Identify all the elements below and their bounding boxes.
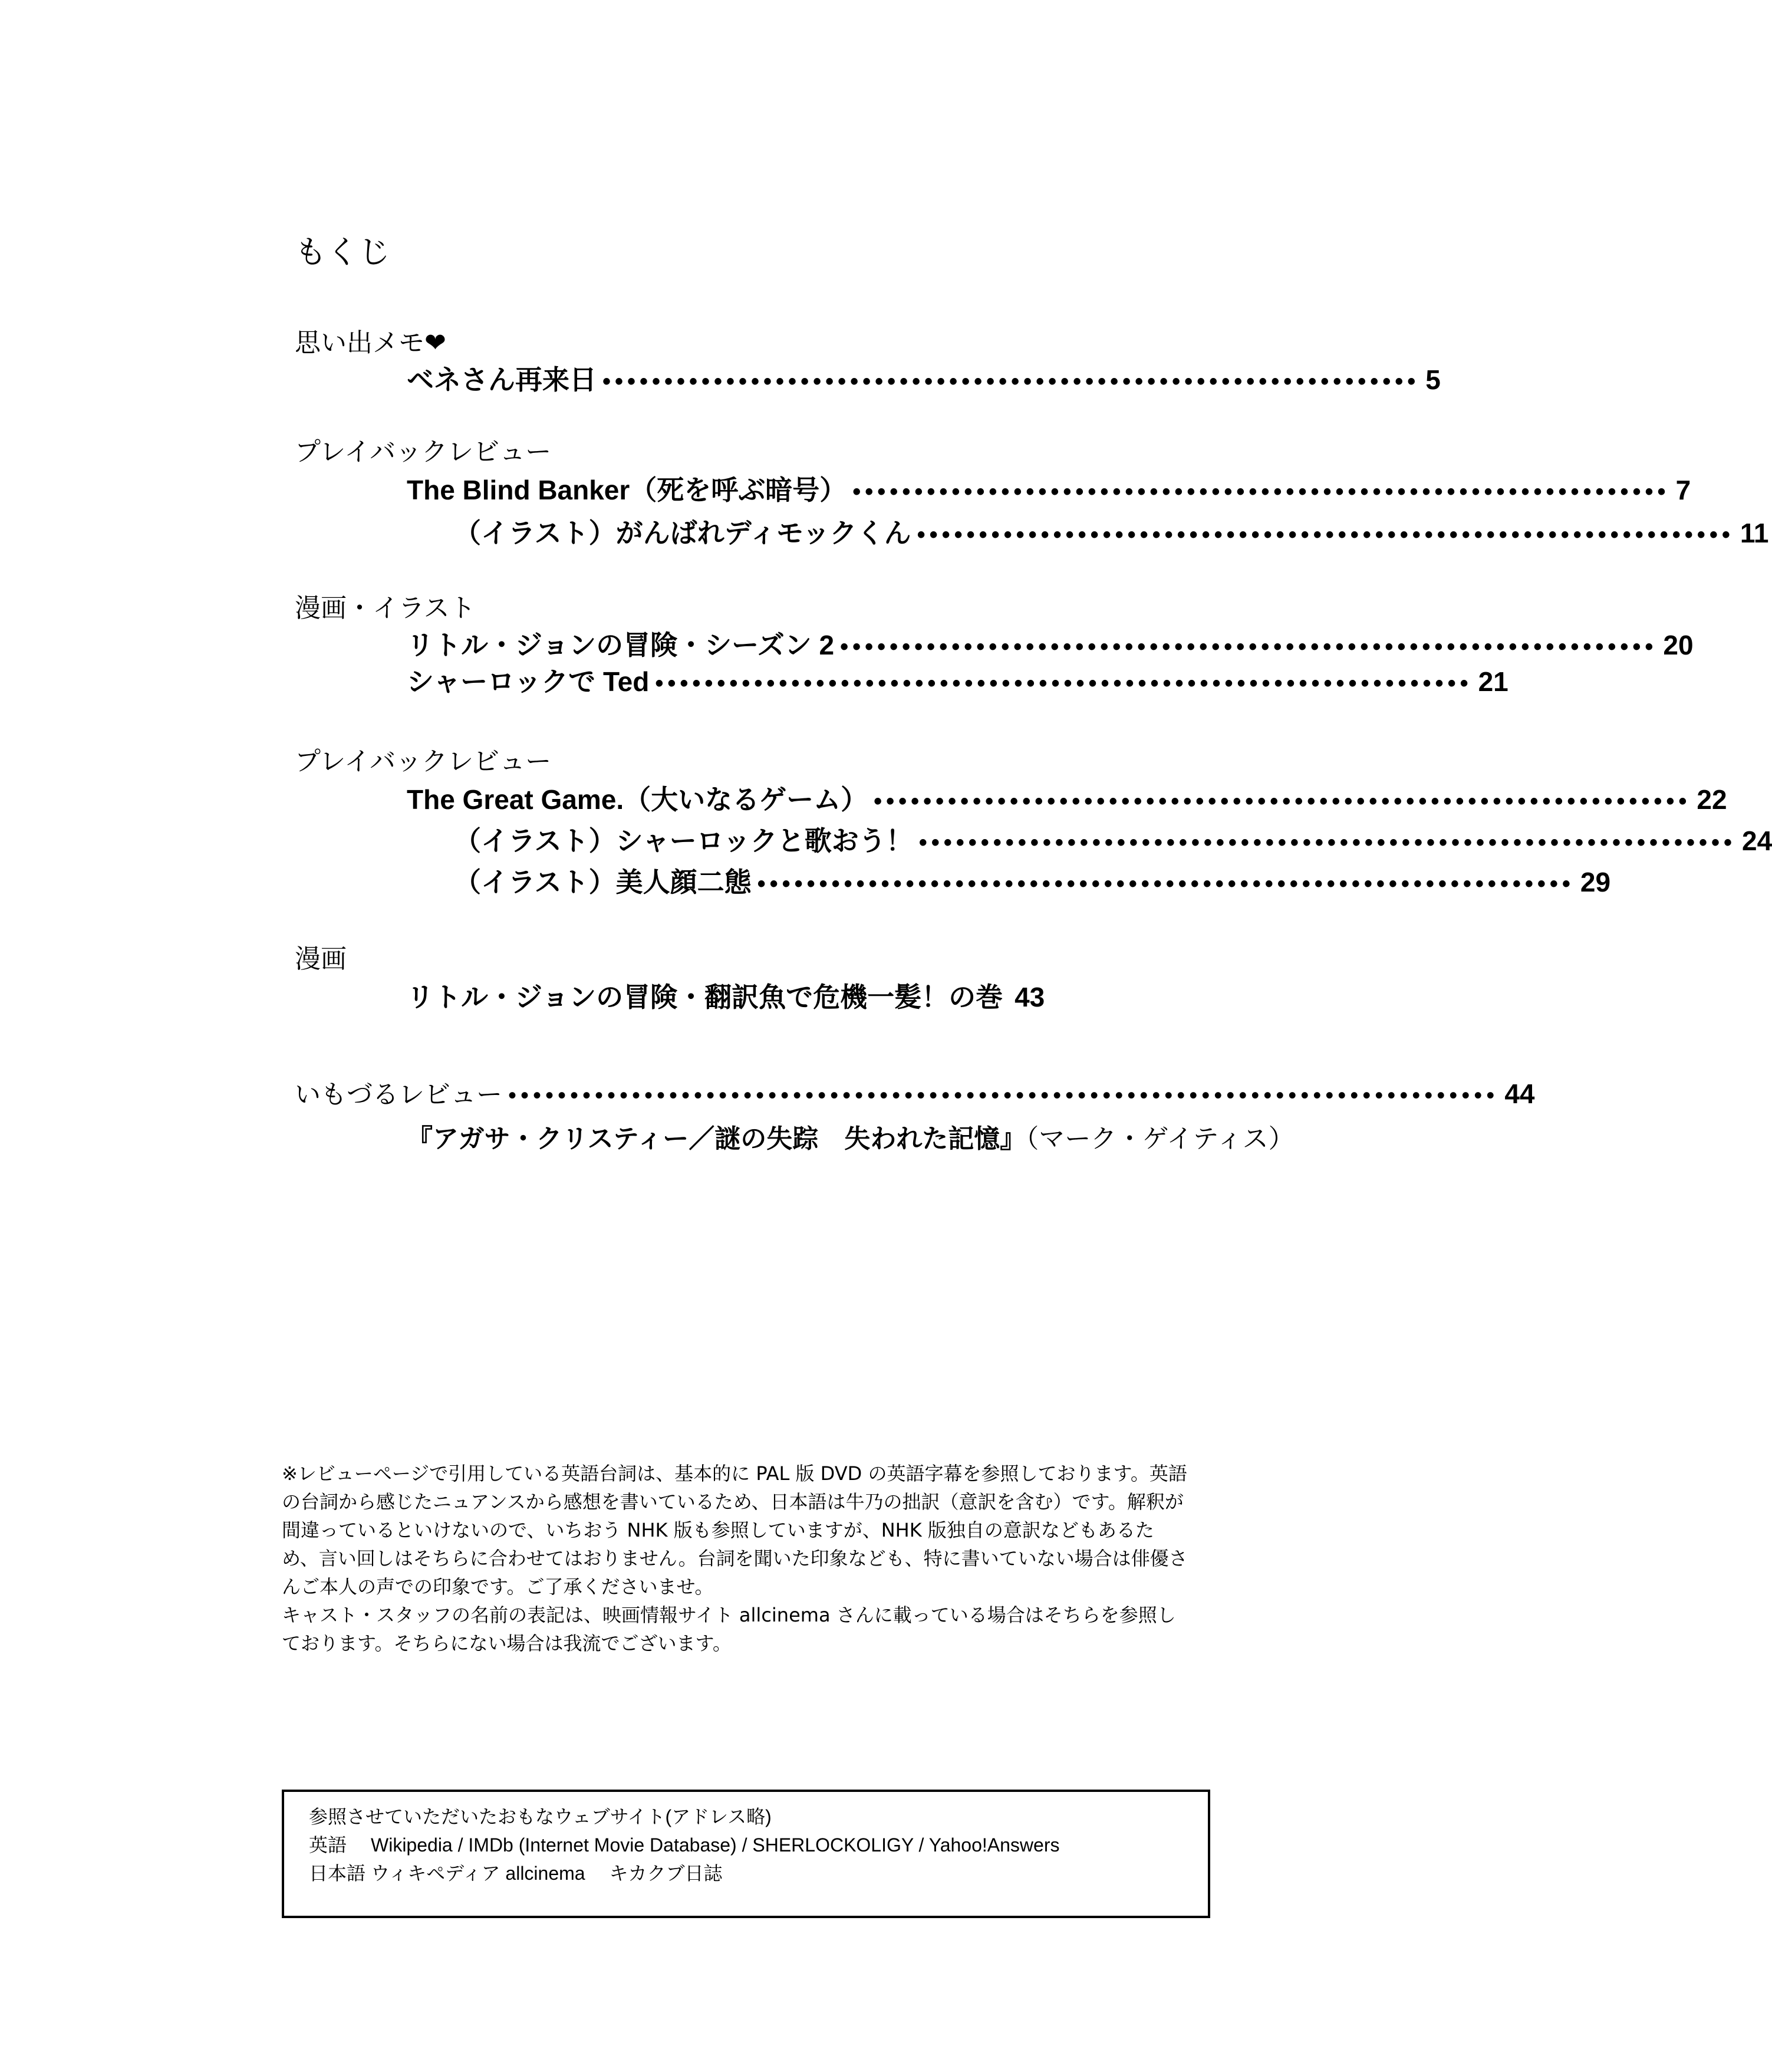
toc-entry[interactable]: [407, 660, 1508, 699]
leader-dots: ••••••••••••••••••••••••••••••••••••••••••••••••••••••••••••••••••: [917, 522, 1734, 548]
note-paragraph: ※レビューページで引用している英語台詞は、基本的に PAL 版 DVD の英語字幕を参照しております。英語の台詞から感じたニュアンスから感想を書いているため、日本語は牛乃の拙訳（意訳を含む）です。解釈が間違っているといけないので、いちおう NHK 版も参照していますが、NHK 版独自の意訳などもあるため、言い回しはそちらに合わせてはおりません。台詞を聞いた印象なども、特に書いていない場合は俳優さんご本人の声での印象です。ご了承くださいませ。: [282, 1462, 1188, 1598]
imozuru-subtitle-author: （マーク・ゲイティス）: [1026, 1124, 1295, 1154]
toc-entry-page: 21: [1478, 666, 1508, 697]
leader-dots: ••••••••••••••••••••••••••••••••••••••••••••••••••••••••••••••••••: [874, 788, 1691, 814]
references-japanese-row: [309, 1859, 1183, 1887]
leader-dots: ••••••••••••••••••••••••••••••••••••••••••••••••••••••••••••••••••: [757, 871, 1575, 897]
section-heading-playback-2: プレイバックレビュー: [295, 746, 552, 777]
toc-entry[interactable]: [407, 469, 1691, 508]
toc-entry-title: （イラスト）美人顔二態: [454, 867, 752, 897]
note-paragraph: キャスト・スタッフの名前の表記は、映画情報サイト allcinema さんに載っている場合はそちらを参照しております。そちらにない場合は我流でございます。: [282, 1604, 1176, 1655]
toc-entry-page: 11: [1740, 518, 1769, 548]
notes-block: [282, 1459, 1190, 1657]
leader-dots: ••••••••••••••••••••••••••••••••••••••••••••••••••••••••••••••••••: [602, 369, 1420, 394]
toc-entry[interactable]: [407, 976, 1045, 1015]
heart-icon: ❤: [424, 328, 446, 358]
toc-entry-page: 20: [1663, 630, 1694, 660]
references-box: [282, 1790, 1210, 1918]
references-english-label: 英語: [309, 1834, 347, 1856]
leader-dots: ••••••••••••••••••••••••••••••••••••••••••••••••••••••••••••••••••: [852, 479, 1670, 505]
toc-entry[interactable]: [454, 861, 1611, 900]
imozuru-subtitle: [407, 1117, 1295, 1155]
references-english-row: [309, 1831, 1183, 1859]
toc-entry-page: 29: [1580, 867, 1611, 897]
toc-entry-title: The Great Game.（大いなるゲーム）: [407, 784, 868, 815]
toc-entry[interactable]: [407, 359, 1441, 397]
toc-entry-title: リトル・ジョンの冒険・翻訳魚で危機一髪！の巻: [407, 982, 1003, 1012]
page-title: もくじ: [295, 233, 390, 271]
toc-entry[interactable]: [454, 512, 1769, 551]
section-heading-playback-1: プレイバックレビュー: [295, 437, 552, 467]
leader-dots: ••••••••••••••••••••••••••••••••••••••••••••••••••••••••••••••••••: [918, 830, 1737, 856]
toc-entry-title: （イラスト）がんばれディモックくん: [454, 518, 911, 548]
toc-entry-page: 24: [1742, 825, 1772, 856]
toc-entry-page: 44: [1504, 1078, 1535, 1109]
toc-entry-title: シャーロックで Ted: [407, 666, 650, 697]
toc-entry-page: 5: [1425, 364, 1441, 395]
imozuru-subtitle-title: 『アガサ・クリスティー／謎の失踪 失われた記憶』: [407, 1124, 1026, 1154]
toc-entry[interactable]: [407, 624, 1694, 663]
toc-entry-title: The Blind Banker（死を呼ぶ暗号）: [407, 475, 847, 505]
references-title: 参照させていただいたおもなウェブサイト(アドレス略): [309, 1806, 772, 1827]
section-heading-manga: 漫画: [295, 944, 347, 974]
toc-entry-page: 22: [1697, 784, 1727, 815]
leader-dots: ••••••••••••••••••••••••••••••••••••••••••••••••••••••••••••••••••: [840, 634, 1658, 660]
references-english-sites: Wikipedia / IMDb (Internet Movie Database) / SHERLOCKOLIGY / Yahoo!Answers: [371, 1834, 1060, 1856]
toc-entry-title: リトル・ジョンの冒険・シーズン 2: [407, 630, 835, 660]
references-japanese-sites: ウィキペディア allcinema キカクブ日誌: [371, 1863, 723, 1884]
toc-entry-title: いもづるレビュー: [295, 1080, 502, 1109]
leader-dots: ••••••••••••••••••••••••••••••••••••••••••••••••••••••••••••••••••: [655, 670, 1473, 696]
toc-entry-page: 43: [1015, 982, 1045, 1012]
toc-entry-imozuru[interactable]: [295, 1073, 1535, 1111]
toc-entry-title: （イラスト）シャーロックと歌おう！: [454, 825, 913, 856]
toc-entry-page: 7: [1675, 475, 1691, 505]
section-heading-manga-illust: 漫画・イラスト: [295, 593, 476, 623]
toc-entry[interactable]: [407, 778, 1727, 817]
leader-dots: ••••••••••••••••••••••••••••••••••••••••••••••••••••••••••••••••••••••••••••••••: [508, 1083, 1499, 1109]
toc-entry[interactable]: [454, 820, 1772, 859]
section-heading-memo: [295, 321, 446, 359]
toc-entry-title: ベネさん再来日: [407, 364, 597, 395]
references-japanese-label: 日本語: [309, 1863, 366, 1884]
section-heading-label: 思い出メモ: [295, 328, 424, 358]
